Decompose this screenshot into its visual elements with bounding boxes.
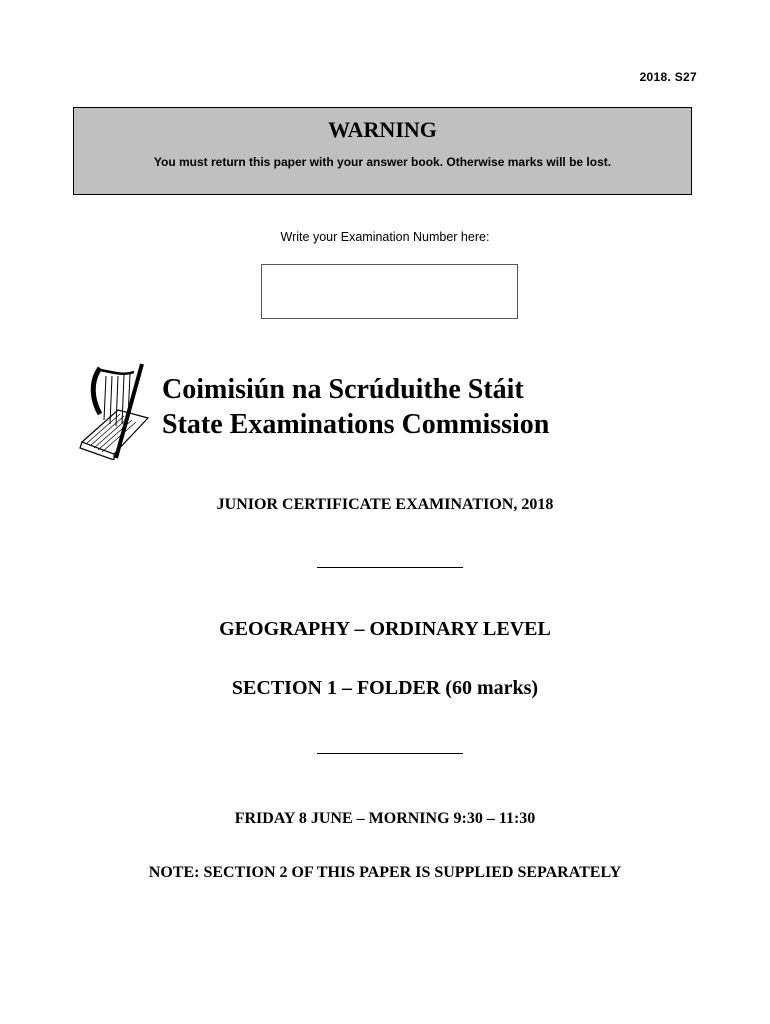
organization-name (162, 372, 549, 442)
divider-rule (317, 753, 463, 754)
organization-english-name: State Examinations Commission (162, 409, 550, 440)
warning-box (73, 107, 692, 195)
exam-datetime: FRIDAY 8 JUNE – MORNING 9:30 – 11:30 (234, 810, 536, 827)
exam-number-field[interactable] (261, 264, 518, 319)
subject-title: GEOGRAPHY – ORDINARY LEVEL (219, 618, 551, 640)
harp-book-icon (78, 362, 150, 460)
organization-irish-name: Coimisiún na Scrúduithe Stáit (162, 374, 524, 405)
warning-title: WARNING (328, 117, 437, 142)
paper-code: 2018. S27 (639, 70, 697, 84)
exam-title: JUNIOR CERTIFICATE EXAMINATION, 2018 (216, 496, 554, 513)
warning-text: You must return this paper with your answer book. Otherwise marks will be lost. (153, 155, 612, 169)
divider-rule (317, 567, 463, 568)
exam-number-label: Write your Examination Number here: (280, 230, 490, 244)
section-title: SECTION 1 – FOLDER (60 marks) (231, 677, 539, 699)
exam-note: NOTE: SECTION 2 OF THIS PAPER IS SUPPLIED SEPARATELY (148, 864, 622, 881)
